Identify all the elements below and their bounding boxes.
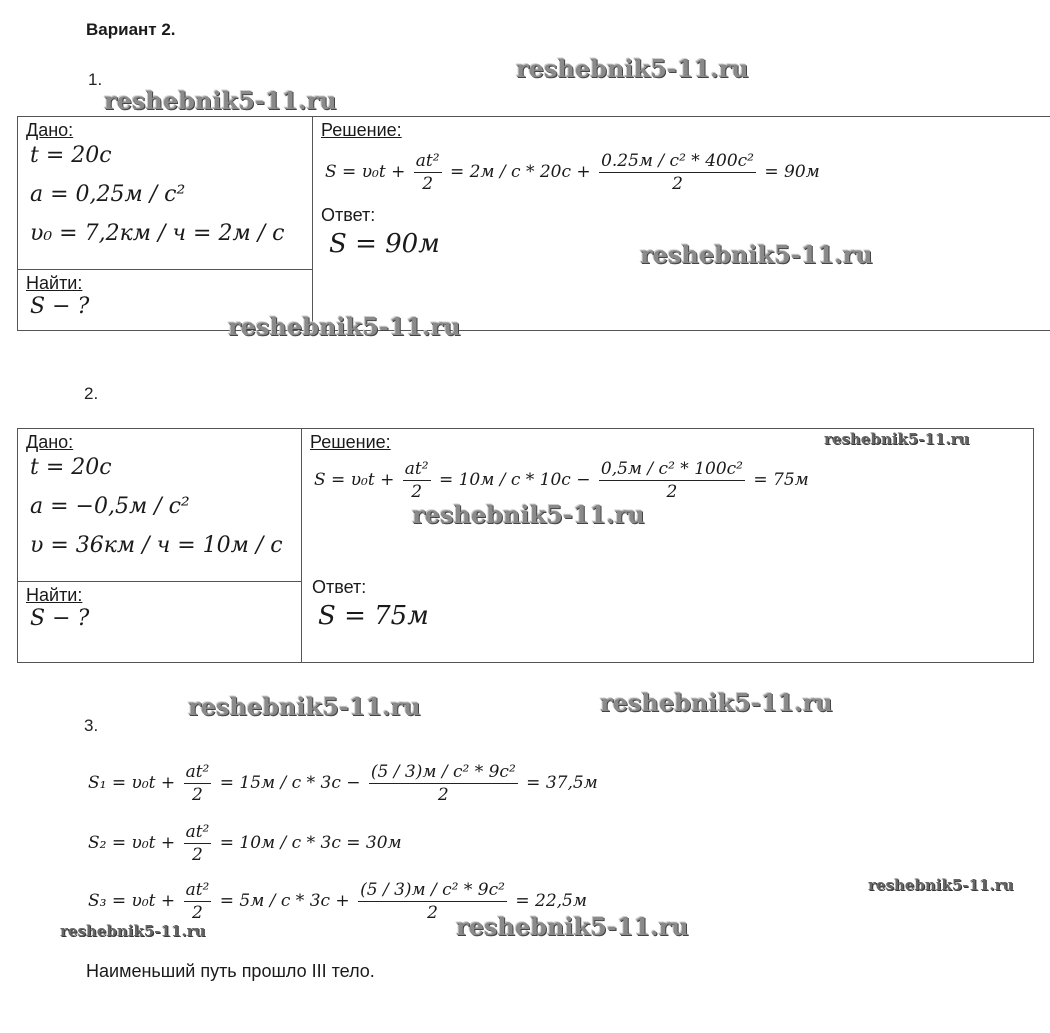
fraction-numerator: at²	[185, 880, 210, 900]
fraction-denominator: 2	[192, 903, 203, 923]
task-1-given-velocity: υ₀ = 7,2км / ч = 2м / c	[30, 221, 285, 246]
fraction-denominator: 2	[192, 785, 203, 805]
task-2-given-cell	[18, 429, 302, 582]
task-2-find-value: S − ?	[30, 606, 90, 631]
task-1-solution-cell	[313, 117, 1050, 331]
task-1-answer: S = 90м	[329, 229, 440, 259]
task-3-equation-s1	[88, 762, 598, 805]
task-2-find-label: Найти:	[26, 585, 83, 605]
task-1-eq-left: S = υ₀t +	[325, 162, 406, 182]
fraction-denominator: 2	[427, 903, 438, 923]
fraction-numerator: at²	[404, 459, 429, 479]
task-2-given-velocity: υ = 36км / ч = 10м / c	[30, 533, 283, 558]
task-1-solution-label: Решение:	[321, 120, 402, 140]
task-1-eq-right: = 90м	[764, 162, 820, 182]
task-2-table	[17, 428, 1034, 663]
task-2-solution-label: Решение:	[310, 432, 391, 452]
task-2-eq-mid: = 10м / c * 10c −	[438, 470, 591, 490]
s1-left: S₁ = υ₀t +	[88, 773, 176, 793]
watermark: reshebnik5-11.ru	[60, 922, 206, 940]
fraction-numerator: at²	[415, 151, 440, 171]
watermark: reshebnik5-11.ru	[228, 312, 461, 341]
s3-mid: = 5м / c * 3c +	[219, 891, 350, 911]
task-2-eq-fraction-2	[599, 459, 745, 502]
task-2-given-time: t = 20c	[30, 455, 112, 480]
s3-left: S₃ = υ₀t +	[88, 891, 176, 911]
task-3-number: 3.	[84, 716, 99, 735]
fraction-denominator: 2	[672, 174, 683, 194]
task-1-eq-mid: = 2м / c * 20c +	[449, 162, 591, 182]
watermark: reshebnik5-11.ru	[104, 86, 337, 115]
s2-fraction	[184, 822, 212, 865]
task-2-given-acceleration: a = −0,5м / c²	[30, 494, 190, 519]
watermark: reshebnik5-11.ru	[456, 912, 689, 941]
fraction-numerator: 0.25м / c² * 400c²	[601, 151, 754, 171]
task-2-answer: S = 75м	[318, 601, 429, 631]
fraction-denominator: 2	[192, 845, 203, 865]
task-2-eq-fraction-1	[403, 459, 431, 502]
watermark: reshebnik5-11.ru	[188, 692, 421, 721]
fraction-denominator: 2	[422, 174, 434, 194]
task-1-eq-fraction-2	[599, 151, 756, 194]
s3-right: = 22,5м	[515, 891, 587, 911]
task-1-answer-label: Ответ:	[321, 205, 376, 225]
watermark: reshebnik5-11.ru	[412, 500, 645, 529]
task-1-eq-fraction-1	[414, 151, 442, 194]
task-1-table	[17, 116, 1050, 331]
task-1-given-time: t = 20c	[30, 143, 112, 168]
task-1-equation	[325, 151, 820, 194]
task-1-given-acceleration: a = 0,25м / c²	[30, 182, 186, 207]
task-2-find-cell	[18, 582, 302, 663]
watermark: reshebnik5-11.ru	[868, 876, 1014, 894]
task-2-given-label: Дано:	[26, 432, 74, 452]
task-1-number: 1.	[88, 70, 103, 89]
task-2-answer-label: Ответ:	[312, 577, 367, 597]
watermark: reshebnik5-11.ru	[824, 430, 970, 448]
fraction-denominator: 2	[437, 785, 449, 805]
s1-fraction-1	[184, 762, 212, 805]
task-1-given-label: Дано:	[26, 120, 74, 140]
task-3-conclusion: Наименьший путь прошло III тело.	[86, 961, 375, 981]
fraction-numerator: at²	[185, 762, 210, 782]
fraction-numerator: at²	[185, 822, 210, 842]
watermark: reshebnik5-11.ru	[640, 240, 873, 269]
s2-left: S₂ = υ₀t +	[88, 833, 176, 853]
fraction-numerator: (5 / 3)м / c² * 9c²	[360, 880, 505, 900]
watermark: reshebnik5-11.ru	[516, 54, 749, 83]
task-3-equation-s2	[88, 822, 402, 865]
task-2-eq-left: S = υ₀t +	[314, 470, 395, 490]
task-2-number: 2.	[84, 384, 99, 403]
task-1-given-cell	[18, 117, 313, 270]
s3-fraction-1	[184, 880, 212, 923]
s1-fraction-2	[369, 762, 518, 805]
fraction-denominator: 2	[411, 482, 423, 502]
s1-mid: = 15м / c * 3c −	[219, 773, 361, 793]
task-1-find-value: S − ?	[30, 294, 90, 319]
fraction-numerator: 0,5м / c² * 100c²	[600, 459, 743, 479]
s2-right: = 10м / c * 3c = 30м	[219, 833, 402, 853]
task-2-eq-right: = 75м	[753, 470, 809, 490]
watermark: reshebnik5-11.ru	[600, 688, 833, 717]
fraction-numerator: (5 / 3)м / c² * 9c²	[370, 762, 516, 782]
fraction-denominator: 2	[666, 482, 678, 502]
task-2-solution-cell	[302, 429, 1034, 663]
page-title: Вариант 2.	[86, 20, 176, 39]
task-1-find-label: Найти:	[26, 273, 83, 293]
task-2-equation	[314, 459, 809, 502]
s1-right: = 37,5м	[526, 773, 598, 793]
